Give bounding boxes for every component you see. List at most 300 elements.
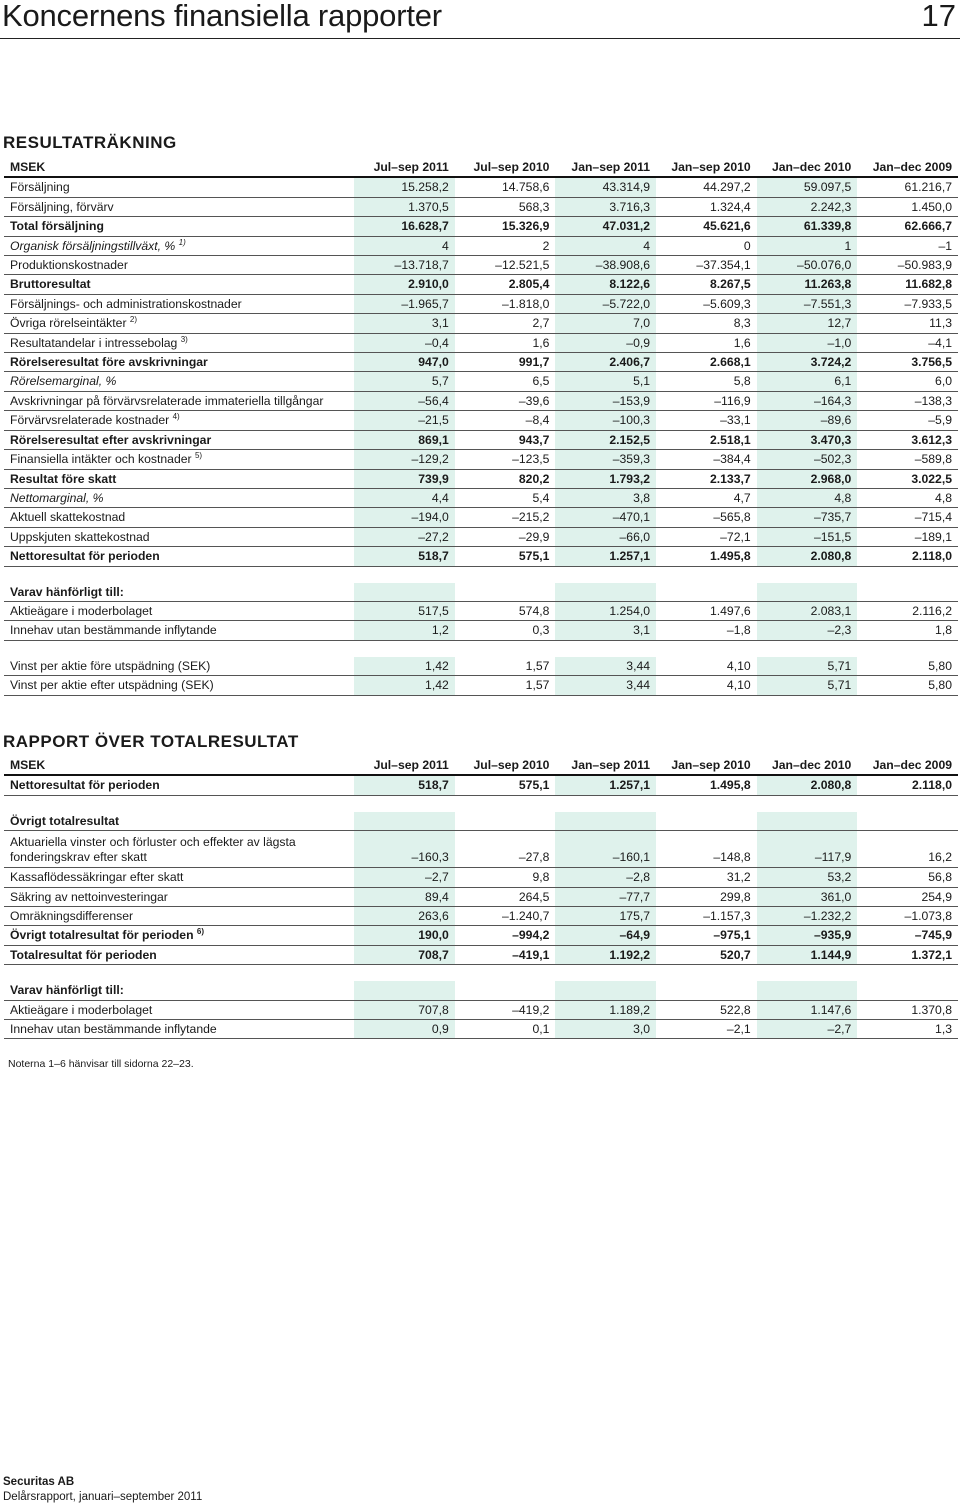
value-cell — [656, 812, 757, 831]
table-row — [4, 945, 958, 964]
table-row — [4, 1000, 958, 1019]
row-label — [4, 547, 354, 566]
value-cell: –66,0 — [555, 527, 656, 546]
value-cell: –715,4 — [857, 508, 958, 527]
row-label — [4, 601, 354, 620]
footer-company: Securitas AB — [3, 1476, 75, 1488]
value-cell: 708,7 — [354, 945, 455, 964]
value-cell: 2.152,5 — [555, 430, 656, 449]
row-label — [4, 217, 354, 236]
value-cell — [857, 812, 958, 831]
table-row — [4, 314, 958, 333]
value-cell: –12.521,5 — [455, 256, 556, 275]
value-cell: 263,6 — [354, 907, 455, 926]
table-row — [4, 657, 958, 676]
footnote-marker: 4) — [172, 412, 180, 422]
value-cell: 5,80 — [857, 676, 958, 695]
row-label-text: Omräkningsdifferenser — [10, 909, 134, 924]
value-cell: 2.406,7 — [555, 353, 656, 372]
period-header: Jan–sep 2011 — [555, 158, 656, 177]
income-statement-table — [4, 158, 958, 696]
row-label — [4, 1020, 354, 1039]
value-cell: 4,8 — [857, 488, 958, 507]
row-label-text: Resultat före skatt — [10, 471, 117, 486]
row-label — [4, 508, 354, 527]
value-cell: –1.818,0 — [455, 294, 556, 313]
value-cell: 1,6 — [656, 333, 757, 352]
value-cell: 3.612,3 — [857, 430, 958, 449]
table-row — [4, 887, 958, 906]
value-cell: 8,3 — [656, 314, 757, 333]
value-cell: –117,9 — [757, 831, 858, 868]
value-cell: 43.314,9 — [555, 177, 656, 197]
value-cell: –384,4 — [656, 450, 757, 469]
spacer-cell — [757, 640, 858, 657]
value-cell: 4 — [555, 236, 656, 255]
value-cell: 9,8 — [455, 868, 556, 887]
value-cell: 11.263,8 — [757, 275, 858, 294]
row-label-text: Vinst per aktie efter utspädning (SEK) — [10, 678, 214, 693]
row-label — [4, 430, 354, 449]
value-cell: 2.133,7 — [656, 469, 757, 488]
row-label — [4, 275, 354, 294]
row-label-text: Försäljning — [10, 180, 70, 195]
value-cell: –975,1 — [656, 926, 757, 945]
value-cell: –160,1 — [555, 831, 656, 868]
table-row — [4, 775, 958, 795]
value-cell: 1.147,6 — [757, 1000, 858, 1019]
spacer-cell — [757, 795, 858, 812]
table-row — [4, 547, 958, 566]
table-row — [4, 676, 958, 695]
row-label — [4, 926, 354, 945]
value-cell: 2.968,0 — [757, 469, 858, 488]
value-cell: 3,1 — [555, 621, 656, 640]
value-cell: –1.157,3 — [656, 907, 757, 926]
value-cell: 5,80 — [857, 657, 958, 676]
value-cell: –33,1 — [656, 411, 757, 430]
row-label — [4, 907, 354, 926]
value-cell: 4,4 — [354, 488, 455, 507]
row-label-line: fonderingskrav efter skatt — [10, 850, 147, 865]
spacer-cell — [656, 566, 757, 583]
spacer-cell — [455, 566, 556, 583]
table-header-row — [4, 158, 958, 177]
value-cell — [555, 812, 656, 831]
value-cell — [656, 981, 757, 1000]
value-cell: –359,3 — [555, 450, 656, 469]
value-cell: –745,9 — [857, 926, 958, 945]
value-cell: 518,7 — [354, 547, 455, 566]
spacer-cell — [354, 965, 455, 982]
income-statement-title: RESULTATRÄKNING — [3, 133, 177, 152]
value-cell: –215,2 — [455, 508, 556, 527]
period-header: Jan–sep 2010 — [656, 158, 757, 177]
table-row — [4, 527, 958, 546]
row-label — [4, 256, 354, 275]
value-cell: 1,42 — [354, 676, 455, 695]
page-number: 17 — [921, 0, 956, 33]
value-cell: 2.805,4 — [455, 275, 556, 294]
spacer-cell — [354, 795, 455, 812]
value-cell: 4,10 — [656, 676, 757, 695]
row-label-text: Nettomarginal, % — [10, 490, 104, 505]
value-cell: 6,5 — [455, 372, 556, 391]
value-cell: –1.073,8 — [857, 907, 958, 926]
value-cell: 947,0 — [354, 353, 455, 372]
value-cell: 11.682,8 — [857, 275, 958, 294]
value-cell: 3.716,3 — [555, 197, 656, 216]
value-cell — [354, 812, 455, 831]
value-cell: 2.668,1 — [656, 353, 757, 372]
spacer-row — [4, 640, 958, 657]
spacer-cell — [4, 566, 354, 583]
value-cell: –123,5 — [455, 450, 556, 469]
row-label — [4, 197, 354, 216]
value-cell: –13.718,7 — [354, 256, 455, 275]
value-cell: 2.518,1 — [656, 430, 757, 449]
value-cell: 1.189,2 — [555, 1000, 656, 1019]
value-cell: –2,7 — [757, 1020, 858, 1039]
footnote-marker: 6) — [196, 927, 205, 937]
value-cell: 6,0 — [857, 372, 958, 391]
value-cell: 89,4 — [354, 887, 455, 906]
row-label — [4, 621, 354, 640]
spacer-cell — [4, 640, 354, 657]
period-header: Jan–dec 2009 — [857, 158, 958, 177]
value-cell: 6,1 — [757, 372, 858, 391]
value-cell: –64,9 — [555, 926, 656, 945]
row-label-text: Aktuell skattekostnad — [10, 510, 126, 525]
value-cell: 517,5 — [354, 601, 455, 620]
value-cell: 4,7 — [656, 488, 757, 507]
value-cell: 61.339,8 — [757, 217, 858, 236]
subsection-row — [4, 583, 958, 602]
unit-header: MSEK — [4, 158, 354, 177]
value-cell: –50.076,0 — [757, 256, 858, 275]
value-cell: –37.354,1 — [656, 256, 757, 275]
period-header: Jan–dec 2010 — [757, 158, 858, 177]
value-cell: 299,8 — [656, 887, 757, 906]
value-cell: 5,71 — [757, 676, 858, 695]
value-cell: 2,7 — [455, 314, 556, 333]
value-cell: –2,1 — [656, 1020, 757, 1039]
value-cell: –4,1 — [857, 333, 958, 352]
row-label — [4, 391, 354, 410]
row-label-text: Försäljning, förvärv — [10, 199, 114, 214]
value-cell: –1.965,7 — [354, 294, 455, 313]
value-cell: 1,57 — [455, 657, 556, 676]
value-cell: 4 — [354, 236, 455, 255]
value-cell: –1,0 — [757, 333, 858, 352]
value-cell: 518,7 — [354, 775, 455, 795]
subsection-row — [4, 981, 958, 1000]
spacer-cell — [857, 965, 958, 982]
value-cell: 3.756,5 — [857, 353, 958, 372]
value-cell: –5.722,0 — [555, 294, 656, 313]
value-cell: –50.983,9 — [857, 256, 958, 275]
value-cell: –565,8 — [656, 508, 757, 527]
row-label-text: Vinst per aktie före utspädning (SEK) — [10, 658, 211, 673]
row-label — [4, 831, 354, 868]
value-cell: 175,7 — [555, 907, 656, 926]
row-label-text: Rörelseresultat efter avskrivningar — [10, 432, 212, 447]
value-cell: 574,8 — [455, 601, 556, 620]
value-cell: 2.118,0 — [857, 547, 958, 566]
value-cell: –8,4 — [455, 411, 556, 430]
value-cell: 3.022,5 — [857, 469, 958, 488]
value-cell: 61.216,7 — [857, 177, 958, 197]
row-label-text: Total försäljning — [10, 219, 104, 234]
row-label-text: Rörelseresultat före avskrivningar — [10, 355, 208, 370]
row-label-text: Nettoresultat för perioden — [10, 778, 160, 793]
value-cell: 575,1 — [455, 547, 556, 566]
table-row — [4, 868, 958, 887]
row-label-text: Säkring av nettoinvesteringar — [10, 889, 168, 904]
value-cell: 3.470,3 — [757, 430, 858, 449]
value-cell: 15.258,2 — [354, 177, 455, 197]
row-label — [4, 353, 354, 372]
value-cell — [757, 583, 858, 602]
subsection-title: Övrigt totalresultat — [4, 812, 354, 831]
table-row — [4, 275, 958, 294]
value-cell: 1,8 — [857, 621, 958, 640]
value-cell: –151,5 — [757, 527, 858, 546]
value-cell: –138,3 — [857, 391, 958, 410]
value-cell: 1.192,2 — [555, 945, 656, 964]
row-label-text: Produktionskostnader — [10, 258, 128, 273]
value-cell: 3.724,2 — [757, 353, 858, 372]
row-label — [4, 527, 354, 546]
value-cell: –100,3 — [555, 411, 656, 430]
value-cell: –5.609,3 — [656, 294, 757, 313]
value-cell — [455, 812, 556, 831]
value-cell: –1.240,7 — [455, 907, 556, 926]
row-label-text: Övrigt totalresultat för perioden — [10, 928, 194, 943]
value-cell: –189,1 — [857, 527, 958, 546]
value-cell: –116,9 — [656, 391, 757, 410]
value-cell: –419,1 — [455, 945, 556, 964]
value-cell: 1.370,8 — [857, 1000, 958, 1019]
spacer-row — [4, 965, 958, 982]
value-cell: 3,8 — [555, 488, 656, 507]
value-cell: 0,3 — [455, 621, 556, 640]
row-label — [4, 411, 354, 430]
value-cell: 3,1 — [354, 314, 455, 333]
value-cell: 1.372,1 — [857, 945, 958, 964]
value-cell — [857, 981, 958, 1000]
value-cell: –502,3 — [757, 450, 858, 469]
value-cell: –589,8 — [857, 450, 958, 469]
value-cell: 2.242,3 — [757, 197, 858, 216]
value-cell: –419,2 — [455, 1000, 556, 1019]
value-cell: –56,4 — [354, 391, 455, 410]
value-cell: 190,0 — [354, 926, 455, 945]
value-cell: 16,2 — [857, 831, 958, 868]
row-label — [4, 1000, 354, 1019]
value-cell: 2.080,8 — [757, 547, 858, 566]
period-header: Jul–sep 2010 — [455, 158, 556, 177]
value-cell: –5,9 — [857, 411, 958, 430]
table-row — [4, 177, 958, 197]
table-row — [4, 294, 958, 313]
value-cell: 1.254,0 — [555, 601, 656, 620]
value-cell: 520,7 — [656, 945, 757, 964]
value-cell: 45.621,6 — [656, 217, 757, 236]
value-cell: 2 — [455, 236, 556, 255]
table-row — [4, 450, 958, 469]
value-cell: 1.370,5 — [354, 197, 455, 216]
value-cell: 1,2 — [354, 621, 455, 640]
period-header: Jan–sep 2011 — [555, 756, 656, 775]
row-label-text: Organisk försäljningstillväxt, % — [10, 238, 176, 253]
value-cell: 943,7 — [455, 430, 556, 449]
spacer-cell — [656, 640, 757, 657]
value-cell: 7,0 — [555, 314, 656, 333]
footnote-marker: 5) — [194, 451, 203, 461]
row-label-text: Uppskjuten skattekostnad — [10, 529, 150, 544]
table-row — [4, 430, 958, 449]
row-label — [4, 945, 354, 964]
value-cell: 5,1 — [555, 372, 656, 391]
comprehensive-income-table — [4, 756, 958, 1039]
spacer-cell — [354, 566, 455, 583]
value-cell: –38.908,6 — [555, 256, 656, 275]
spacer-row — [4, 795, 958, 812]
value-cell: 1.497,6 — [656, 601, 757, 620]
table-header-row — [4, 756, 958, 775]
value-cell: 1.793,2 — [555, 469, 656, 488]
value-cell: –129,2 — [354, 450, 455, 469]
value-cell: 16.628,7 — [354, 217, 455, 236]
value-cell: 991,7 — [455, 353, 556, 372]
period-header: Jan–sep 2010 — [656, 756, 757, 775]
row-label-text: Innehav utan bestämmande inflytande — [10, 623, 217, 638]
table-row — [4, 256, 958, 275]
value-cell: 4,10 — [656, 657, 757, 676]
row-label — [4, 333, 354, 352]
table-row — [4, 508, 958, 527]
subsection-row — [4, 812, 958, 831]
row-label — [4, 314, 354, 333]
value-cell: 1.257,1 — [555, 775, 656, 795]
value-cell: 1.495,8 — [656, 547, 757, 566]
value-cell: 1,6 — [455, 333, 556, 352]
value-cell: –735,7 — [757, 508, 858, 527]
value-cell: –39,6 — [455, 391, 556, 410]
value-cell: 264,5 — [455, 887, 556, 906]
row-label-text: Aktieägare i moderbolaget — [10, 1002, 153, 1017]
value-cell: 1 — [757, 236, 858, 255]
comprehensive-income-title: RAPPORT ÖVER TOTALRESULTAT — [3, 732, 299, 751]
spacer-cell — [4, 795, 354, 812]
table-row — [4, 621, 958, 640]
value-cell: 12,7 — [757, 314, 858, 333]
value-cell — [455, 981, 556, 1000]
period-header: Jan–dec 2010 — [757, 756, 858, 775]
spacer-cell — [555, 965, 656, 982]
row-label — [4, 676, 354, 695]
value-cell: 8.267,5 — [656, 275, 757, 294]
unit-header: MSEK — [4, 756, 354, 775]
row-label — [4, 488, 354, 507]
value-cell: 254,9 — [857, 887, 958, 906]
footnote-reference: Noterna 1–6 hänvisar till sidorna 22–23. — [8, 1058, 194, 1070]
value-cell: –72,1 — [656, 527, 757, 546]
value-cell — [354, 981, 455, 1000]
spacer-cell — [455, 795, 556, 812]
table-row — [4, 469, 958, 488]
table-row — [4, 488, 958, 507]
value-cell: 5,7 — [354, 372, 455, 391]
value-cell: 2.083,1 — [757, 601, 858, 620]
row-label-text: Resultatandelar i intressebolag — [10, 335, 178, 350]
value-cell: –153,9 — [555, 391, 656, 410]
spacer-cell — [757, 965, 858, 982]
value-cell: –2,7 — [354, 868, 455, 887]
value-cell — [555, 981, 656, 1000]
value-cell — [354, 583, 455, 602]
spacer-cell — [857, 566, 958, 583]
value-cell: 568,3 — [455, 197, 556, 216]
row-label-text: Förvärvsrelaterade kostnader — [10, 413, 170, 428]
value-cell: 2.116,2 — [857, 601, 958, 620]
value-cell: –160,3 — [354, 831, 455, 868]
value-cell: 3,0 — [555, 1020, 656, 1039]
row-label-text: Totalresultat för perioden — [10, 947, 157, 962]
footnote-marker: 2) — [129, 315, 138, 325]
table-row — [4, 1020, 958, 1039]
value-cell: –994,2 — [455, 926, 556, 945]
value-cell: –1 — [857, 236, 958, 255]
value-cell — [857, 583, 958, 602]
value-cell: –77,7 — [555, 887, 656, 906]
row-label — [4, 775, 354, 795]
period-header: Jul–sep 2010 — [455, 756, 556, 775]
value-cell: –7.933,5 — [857, 294, 958, 313]
value-cell: 53,2 — [757, 868, 858, 887]
table-row — [4, 926, 958, 945]
spacer-row — [4, 566, 958, 583]
page-title: Koncernens finansiella rapporter — [2, 0, 442, 33]
value-cell: 1.450,0 — [857, 197, 958, 216]
value-cell: 2.080,8 — [757, 775, 858, 795]
spacer-cell — [857, 640, 958, 657]
value-cell: –27,8 — [455, 831, 556, 868]
period-header: Jan–dec 2009 — [857, 756, 958, 775]
table-row — [4, 236, 958, 255]
spacer-cell — [656, 795, 757, 812]
row-label — [4, 868, 354, 887]
value-cell: 2.118,0 — [857, 775, 958, 795]
row-label-text: Försäljnings- och administrationskostnader — [10, 296, 242, 311]
row-label-text: Kassaflödessäkringar efter skatt — [10, 870, 184, 885]
table-row — [4, 353, 958, 372]
value-cell: 31,2 — [656, 868, 757, 887]
value-cell: 2.910,0 — [354, 275, 455, 294]
value-cell: –148,8 — [656, 831, 757, 868]
value-cell — [757, 981, 858, 1000]
spacer-cell — [354, 640, 455, 657]
value-cell: 11,3 — [857, 314, 958, 333]
row-label — [4, 294, 354, 313]
value-cell: –164,3 — [757, 391, 858, 410]
value-cell: –89,6 — [757, 411, 858, 430]
value-cell — [656, 583, 757, 602]
table-row — [4, 391, 958, 410]
spacer-cell — [455, 965, 556, 982]
spacer-cell — [857, 795, 958, 812]
